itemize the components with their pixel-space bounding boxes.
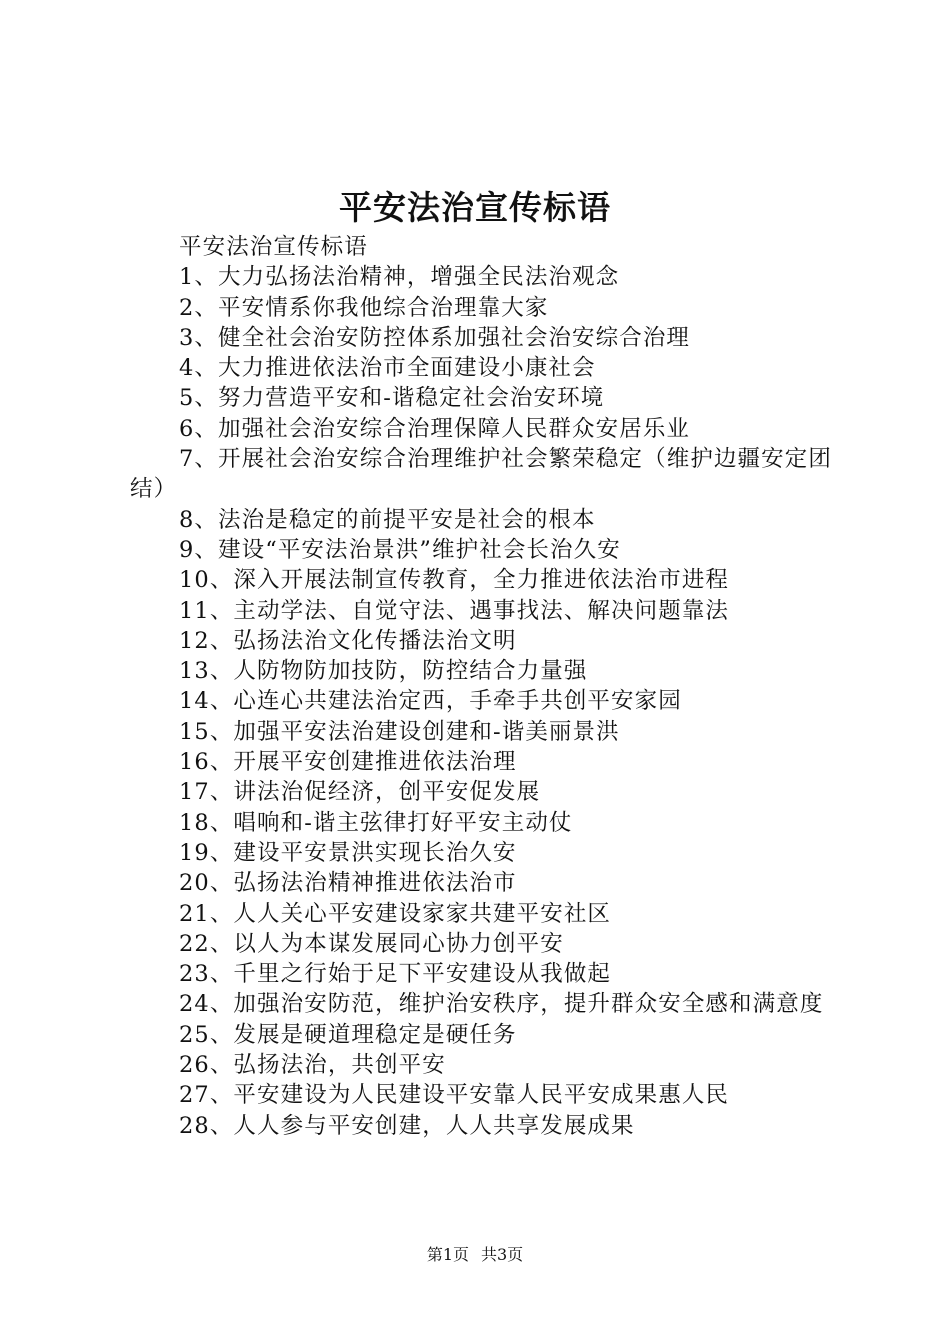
slogan-item: 6、加强社会治安综合治理保障人民群众安居乐业: [179, 415, 691, 442]
page-footer: [0, 1243, 950, 1267]
slogan-item: 4、大力推进依法治市全面建设小康社会: [179, 355, 596, 382]
slogan-item: 11、主动学法、自觉守法、遇事找法、解决问题靠法: [179, 597, 730, 624]
slogan-item: 23、千里之行始于足下平安建设从我做起: [179, 961, 612, 988]
page-total: 共3页: [481, 1245, 524, 1264]
slogan-item: 9、建设“平安法治景洪”维护社会长治久安: [179, 536, 621, 563]
slogan-item: 21、人人关心平安建设家家共建平安社区: [179, 900, 612, 927]
slogan-item: 15、加强平安法治建设创建和-谐美丽景洪: [179, 718, 620, 745]
slogan-item: 12、弘扬法治文化传播法治文明: [179, 627, 517, 654]
paragraph-subtitle: 平安法治宣传标语: [179, 234, 368, 260]
slogan-item: 10、深入开展法制宣传教育，全力推进依法治市进程: [179, 567, 730, 594]
slogan-item: 19、建设平安景洪实现长治久安: [179, 839, 517, 866]
slogan-item: 27、平安建设为人民建设平安靠人民平安成果惠人民: [179, 1082, 730, 1109]
slogan-item: 17、讲法治促经济，创平安促发展: [179, 779, 541, 806]
document-body: [130, 232, 832, 1141]
slogan-item: 16、开展平安创建推进依法治理: [179, 749, 517, 776]
slogan-item: 14、心连心共建法治定西，手牵手共创平安家园: [179, 688, 682, 715]
slogan-item: 20、弘扬法治精神推进依法治市: [179, 870, 517, 897]
slogan-item: 22、以人为本谋发展同心协力创平安: [179, 930, 564, 957]
slogan-item: 2、平安情系你我他综合治理靠大家: [179, 294, 549, 321]
document-title: 平安法治宣传标语: [339, 188, 611, 227]
slogan-item: 5、努力营造平安和-谐稳定社会治安环境: [179, 385, 605, 412]
page-number: 第1页: [426, 1245, 469, 1264]
slogan-item: 1、大力弘扬法治精神，增强全民法治观念: [179, 264, 620, 291]
slogan-item: 7、开展社会治安综合治理维护社会繁荣稳定（维护边疆安定团结）: [130, 446, 832, 503]
slogan-item: 24、加强治安防范，维护治安秩序，提升群众安全感和满意度: [179, 991, 824, 1018]
slogan-item: 13、人防物防加技防，防控结合力量强: [179, 658, 588, 685]
slogan-item: 18、唱响和-谐主弦律打好平安主动仗: [179, 809, 573, 836]
slogan-item: 3、健全社会治安防控体系加强社会治安综合治理: [179, 324, 691, 351]
slogan-item: 26、弘扬法治，共创平安: [179, 1052, 446, 1079]
slogan-item: 28、人人参与平安创建，人人共享发展成果: [179, 1112, 635, 1139]
slogan-item: 8、法治是稳定的前提平安是社会的根本: [179, 506, 596, 533]
slogan-item: 25、发展是硬道理稳定是硬任务: [179, 1021, 517, 1048]
